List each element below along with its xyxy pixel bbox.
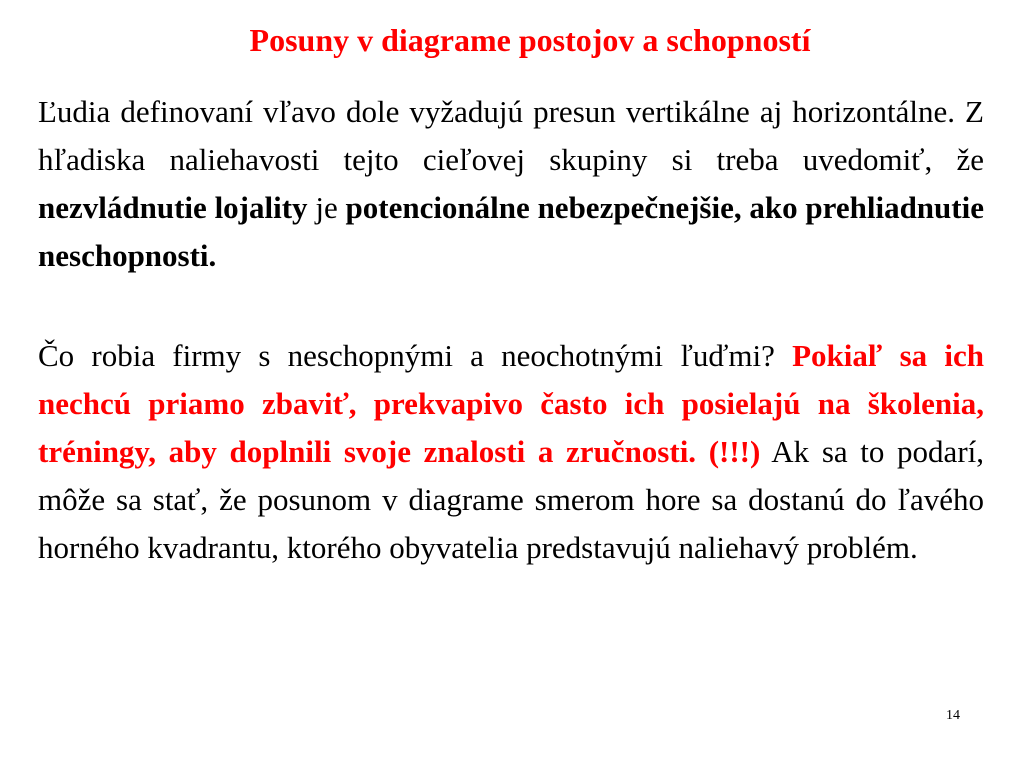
paragraph-2-text-2: Ak sa to podarí, môže sa stať, že posunom v diagrame smerom hore sa dostanú do ľavého horného kvadrantu, ktorého obyvatelia predstavujú naliehavý problém. [38,434,985,565]
paragraph-1-text-1: Ľudia definovaní vľavo dole vyžadujú presun vertikálne aj horizontálne. Z hľadiska naliehavosti tejto cieľovej skupiny si treba uvedomiť, že [38,94,984,177]
paragraph-1 [38,88,984,280]
paragraph-1-text-2: je [307,190,346,225]
paragraph-1-bold-1: nezvládnutie lojality [38,190,308,225]
paragraph-2-highlight: Pokiaľ sa ich nechcú priamo zbaviť, prekvapivo často ich posielajú na školenia, tréningy, aby doplnili svoje znalosti a zručnosti. (!!!) [38,338,985,469]
paragraph-2 [38,332,984,572]
paragraph-2-text-1: Čo robia firmy s neschopnými a neochotnými ľuďmi? [38,338,793,373]
page-number: 14 [946,708,960,723]
slide-title: Posuny v diagrame postojov a schopností [249,22,811,58]
paragraph-1-bold-2: potencionálne nebezpečnejšie, ako prehliadnutie neschopnosti. [38,190,984,273]
